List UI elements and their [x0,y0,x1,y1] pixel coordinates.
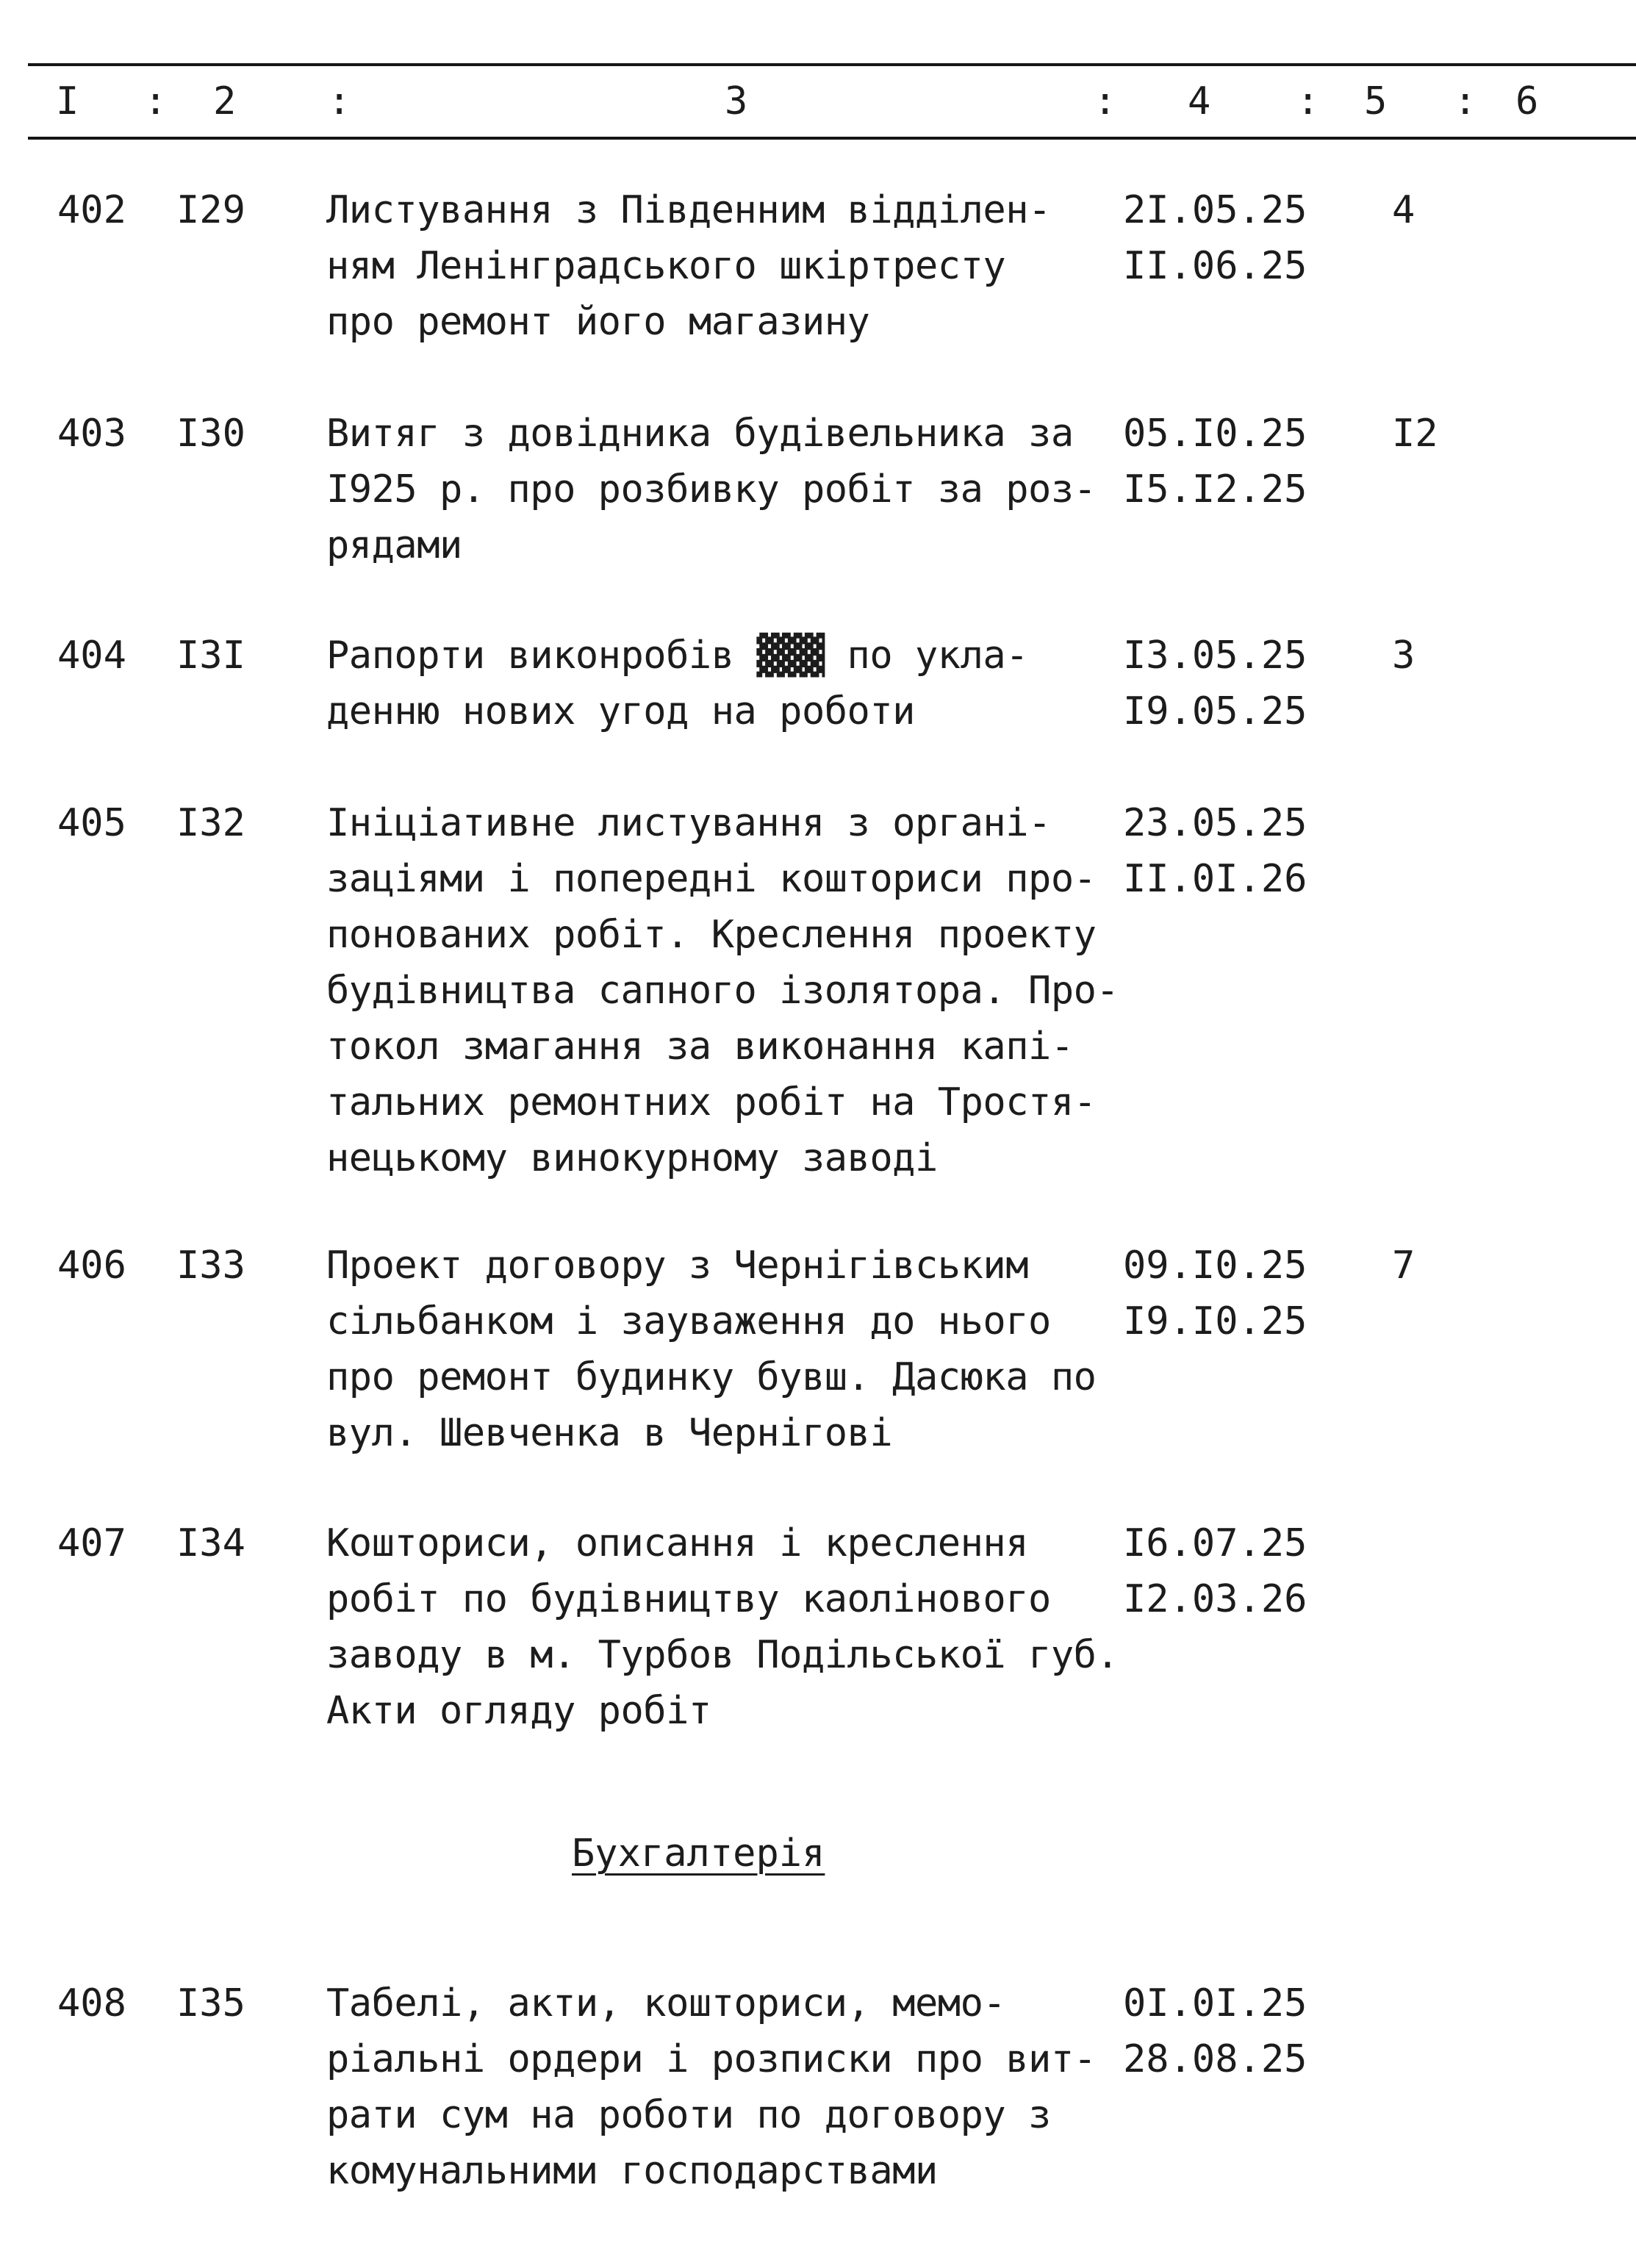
record-dates: 23.05.25 II.0I.26 [1123,801,1307,901]
record-description: Кошториси, описання і креслення робіт по будівництву каолінового заводу в м. Турбов Подільської губ. Акти огляду робіт [326,1521,1119,1733]
record-code: I32 [176,801,245,845]
record-sheets: 3 [1392,634,1416,678]
record-number: 407 [57,1521,126,1565]
header-col-5: 5 [1364,79,1388,123]
record-description: Рапорти виконробів ▓▓▓ по укла- денню нових угод на роботи [326,634,1029,733]
header-separator: : [1454,79,1477,123]
header-col-4: 4 [1188,79,1211,123]
header-rule-bottom [28,137,1636,140]
record-dates: 2I.05.25 II.06.25 [1123,188,1307,288]
record-number: 403 [57,412,126,456]
record-dates: 09.I0.25 I9.I0.25 [1123,1244,1307,1343]
header-col-3: 3 [725,79,748,123]
header-col-1: I [56,79,79,123]
record-description: Витяг з довідника будівельника за I925 р. про розбивку робіт за роз- рядами [326,412,1097,567]
record-code: I29 [176,188,245,232]
record-dates: I3.05.25 I9.05.25 [1123,634,1307,733]
header-separator: : [328,79,351,123]
header-col-2: 2 [213,79,237,123]
record-number: 405 [57,801,126,845]
header-rule-top [28,63,1636,66]
header-separator: : [144,79,168,123]
record-number: 404 [57,634,126,678]
record-code: I30 [176,412,245,456]
record-dates: I6.07.25 I2.03.26 [1123,1521,1307,1621]
record-number: 408 [57,1981,126,2025]
record-sheets: I2 [1392,412,1438,456]
record-code: I34 [176,1521,245,1565]
record-sheets: 4 [1392,188,1416,232]
record-code: I35 [176,1981,245,2025]
section-title: Бухгалтерія [572,1831,825,1876]
record-description: Табелі, акти, кошториси, мемо- ріальні ордери і розписки про вит- рати сум на роботи по договору з комунальними господарствами [326,1981,1097,2193]
record-description: Проект договору з Чернігівським сільбанком і зауваження до нього про ремонт будинку бувш. Дасюка по вул. Шевченка в Чернігові [326,1244,1097,1455]
record-description: Ініціативне листування з органі- заціями і попередні кошториси про- понованих робіт. Креслення проекту будівництва сапного ізолятора. Про- токол змагання за виконання капі- тальних ремонтних робіт на Тростя- нецькому винокурному заводі [326,801,1119,1180]
record-sheets: 7 [1392,1244,1416,1288]
record-description: Листування з Південним відділен- ням Ленінградського шкіртресту про ремонт його магазину [326,188,1051,344]
record-dates: 05.I0.25 I5.I2.25 [1123,412,1307,512]
header-separator: : [1094,79,1117,123]
record-number: 402 [57,188,126,232]
header-separator: : [1296,79,1320,123]
record-number: 406 [57,1244,126,1288]
record-code: I33 [176,1244,245,1288]
header-col-6: 6 [1515,79,1539,123]
record-code: I3I [176,634,245,678]
record-dates: 0I.0I.25 28.08.25 [1123,1981,1307,2081]
